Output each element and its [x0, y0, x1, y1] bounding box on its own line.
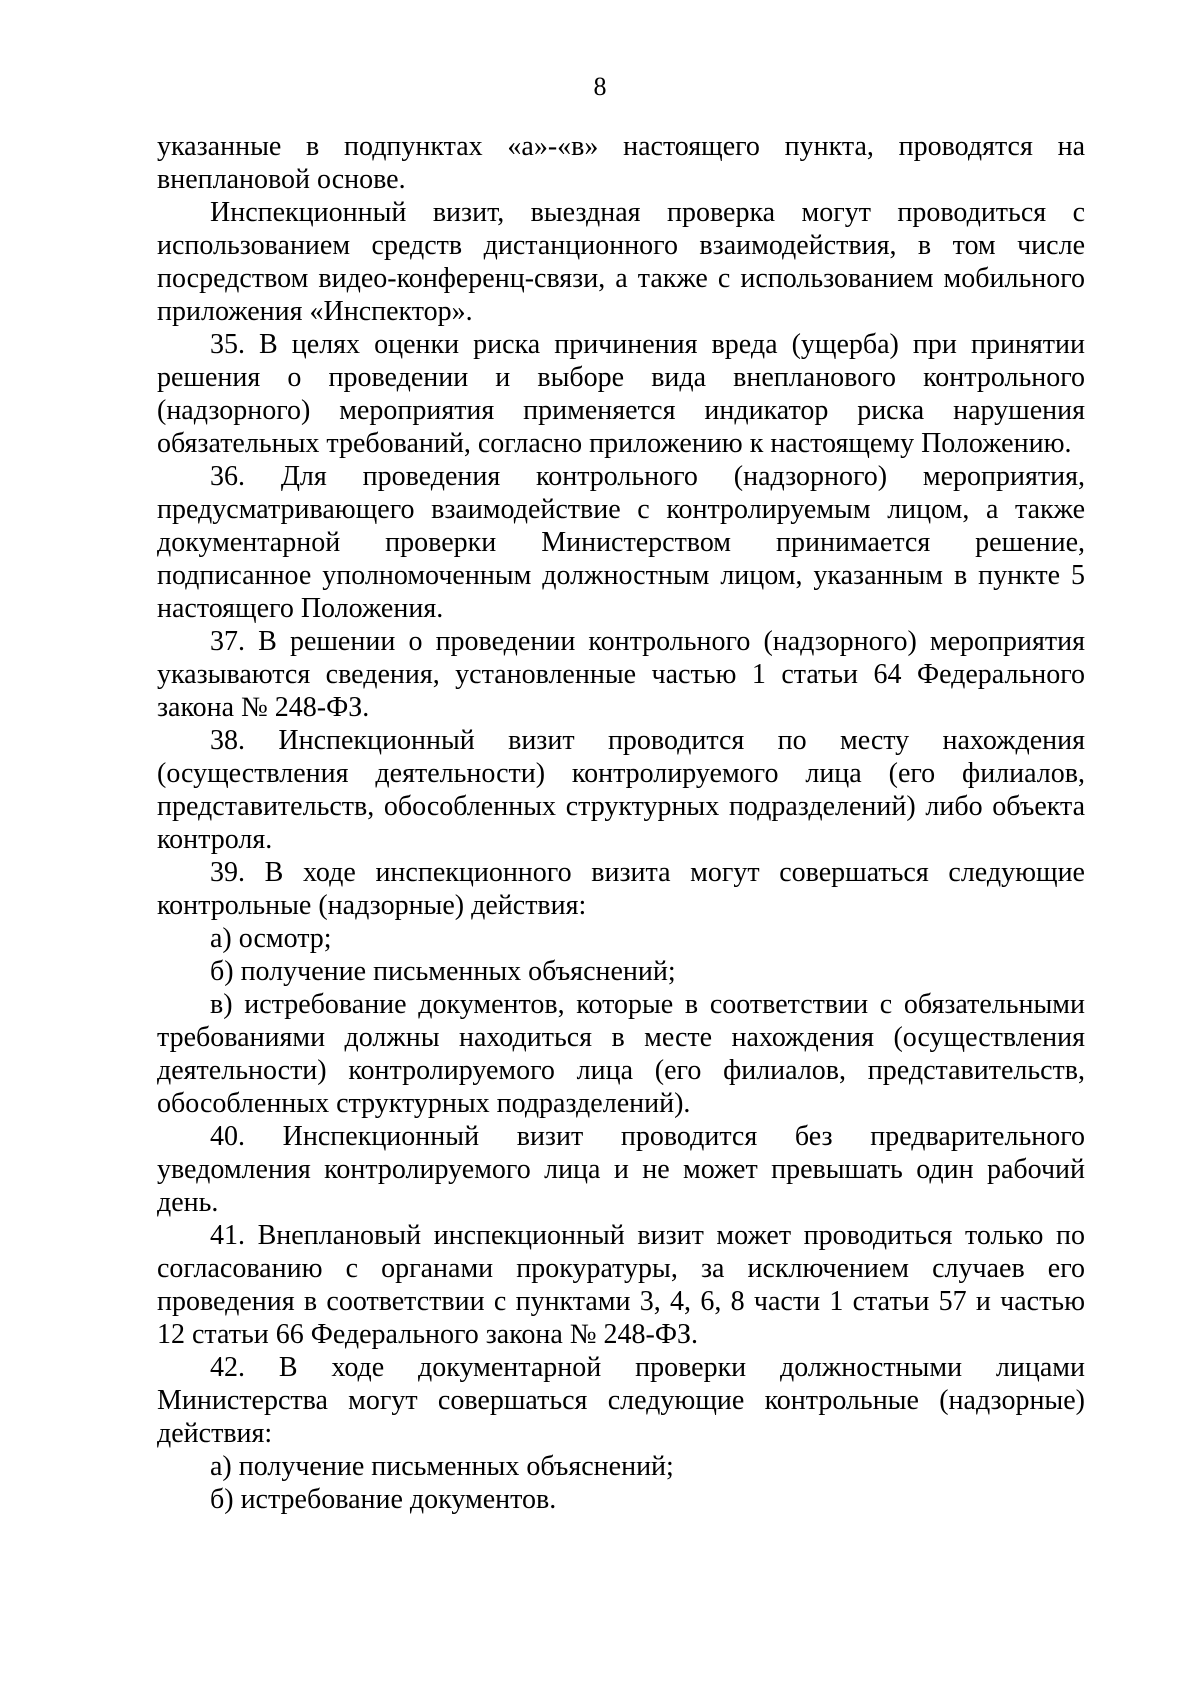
paragraph-35: 35. В целях оценки риска причинения вреда (ущерба) при принятии решения о проведении и выборе вида внепланового контрольного (надзорного) мероприятия применяется индикатор риска нарушения обязательных требований, согласно приложению к настоящему Положению.	[157, 329, 1085, 459]
paragraph-40: 40. Инспекционный визит проводится без предварительного уведомления контролируемого лица и не может превышать один рабочий день.	[157, 1121, 1085, 1218]
paragraph-remote-inspection: Инспекционный визит, выездная проверка могут проводиться с использованием средств дистанционного взаимодействия, в том числе посредством видео-конференц-связи, а также с использованием мобильного приложения «Инспектор».	[157, 197, 1085, 327]
list-item-39a: а) осмотр;	[210, 923, 332, 954]
paragraph-39: 39. В ходе инспекционного визита могут совершаться следующие контрольные (надзорные) действия:	[157, 857, 1085, 921]
paragraph-41: 41. Внеплановый инспекционный визит может проводиться только по согласованию с органами прокуратуры, за исключением случаев его проведения в соответствии с пунктами 3, 4, 6, 8 части 1 статьи 57 и частью 12 статьи 66 Федерального закона № 248-ФЗ.	[157, 1220, 1085, 1350]
list-item-39b: б) получение письменных объяснений;	[210, 956, 676, 987]
page-number: 8	[593, 72, 607, 101]
paragraph-36: 36. Для проведения контрольного (надзорного) мероприятия, предусматривающего взаимодействие с контролируемым лицом, а также документарной проверки Министерством принимается решение, подписанное уполномоченным должностным лицом, указанным в пункте 5 настоящего Положения.	[157, 461, 1085, 624]
list-item-39c: в) истребование документов, которые в соответствии с обязательными требованиями должны находиться в месте нахождения (осуществления деятельности) контролируемого лица (его филиалов, представительств, обособленных структурных подразделений).	[157, 989, 1085, 1119]
list-item-42a: а) получение письменных объяснений;	[210, 1451, 674, 1482]
paragraph-42: 42. В ходе документарной проверки должностными лицами Министерства могут совершаться следующие контрольные (надзорные) действия:	[157, 1352, 1085, 1449]
document-body	[157, 130, 1085, 1516]
paragraph-38: 38. Инспекционный визит проводится по месту нахождения (осуществления деятельности) контролируемого лица (его филиалов, представительств, обособленных структурных подразделений) либо объекта контроля.	[157, 725, 1085, 855]
paragraph-37: 37. В решении о проведении контрольного (надзорного) мероприятия указываются сведения, установленные частью 1 статьи 64 Федерального закона № 248-ФЗ.	[157, 626, 1085, 723]
list-item-42b: б) истребование документов.	[210, 1484, 557, 1515]
paragraph-continuation: указанные в подпунктах «а»-«в» настоящего пункта, проводятся на внеплановой основе.	[157, 131, 1085, 195]
